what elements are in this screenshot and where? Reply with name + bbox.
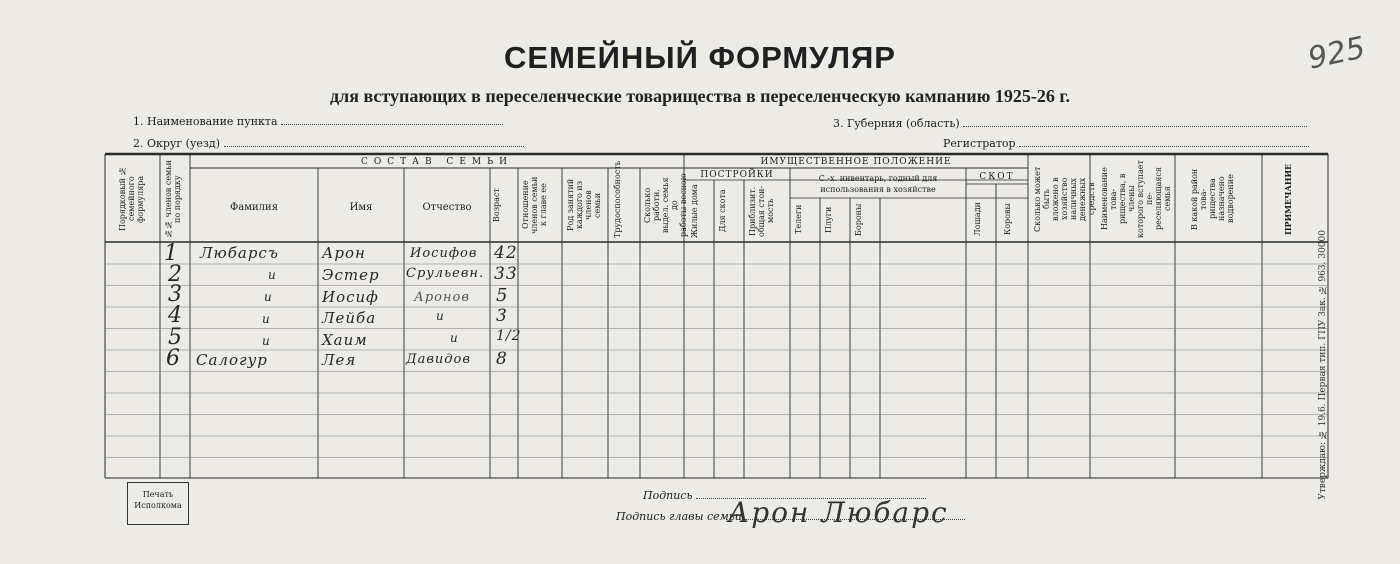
header-imush-polozhenie: ИМУЩЕСТВЕННОЕ ПОЛОЖЕНИЕ bbox=[760, 157, 952, 167]
row-num: 3 bbox=[168, 282, 183, 307]
field-punkt-label: 1. Наименование пункта bbox=[133, 115, 278, 128]
row-num: 1 bbox=[164, 241, 179, 266]
header-skot: СКОТ bbox=[979, 172, 1015, 182]
row-num: 6 bbox=[166, 346, 181, 371]
header-skolko-vlozheno: Сколько может быть вложено в хозяйство наличных денежных средств bbox=[1033, 166, 1096, 232]
header-imya: Имя bbox=[349, 202, 373, 213]
field-registrator-label: Регистратор bbox=[943, 137, 1016, 150]
row-otchestvo: Срульевн. bbox=[406, 266, 485, 281]
row-imya: Лея bbox=[322, 351, 357, 369]
form-title: СЕМЕЙНЫЙ ФОРМУЛЯР bbox=[504, 40, 896, 75]
header-v-kakoy-rayon: В какой район това- рищества назначено водворение bbox=[1190, 168, 1235, 230]
row-familiya: и bbox=[268, 268, 277, 282]
row-familiya: и bbox=[262, 312, 271, 326]
header-primechanie: ПРИМЕЧАНИЕ bbox=[1283, 163, 1293, 235]
row-otchestvo: и bbox=[436, 309, 445, 323]
row-vozrast: 5 bbox=[496, 285, 509, 306]
field-okrug-label: 2. Округ (уезд) bbox=[133, 137, 220, 150]
row-imya: Иосиф bbox=[322, 288, 379, 306]
row-otchestvo: Иосифов bbox=[410, 246, 478, 261]
header-dlya-skota: Для скота bbox=[718, 189, 727, 233]
row-vozrast: 33 bbox=[494, 264, 518, 284]
header-plugi: Плуги bbox=[824, 206, 833, 233]
header-priblizit: Приблизит. общая стои- мость bbox=[748, 185, 775, 237]
archive-number: 925 bbox=[1304, 30, 1369, 77]
row-familiya: и bbox=[264, 290, 273, 304]
header-telegi: Телеги bbox=[794, 204, 803, 235]
row-imya: Лейба bbox=[322, 309, 377, 327]
header-familiya: Фамилия bbox=[229, 202, 279, 213]
header-loshadi: Лошади bbox=[973, 202, 982, 237]
field-guberniya-label: 3. Губерния (область) bbox=[833, 117, 960, 130]
header-zhilye-doma: Жилые дома bbox=[690, 184, 699, 238]
row-otchestvo: Аронов bbox=[414, 290, 470, 305]
podpis-label: Подпись bbox=[643, 489, 693, 502]
row-imya: Хаим bbox=[322, 331, 368, 349]
header-poryadkovy: Порядковый № семейного формуляра bbox=[118, 166, 145, 232]
signature: Арон Любарс bbox=[728, 496, 949, 529]
row-num: 4 bbox=[168, 303, 183, 328]
row-otchestvo: и bbox=[450, 331, 459, 345]
header-rod-zanyatiy: Род занятий каждого из членов семьи bbox=[566, 178, 602, 232]
row-familiya: Салогур bbox=[196, 351, 268, 369]
row-imya: Эстер bbox=[322, 266, 380, 284]
row-familiya: Любарсъ bbox=[200, 244, 279, 262]
row-num: 5 bbox=[168, 325, 183, 350]
stamp-box bbox=[127, 482, 189, 525]
row-vozrast: 8 bbox=[496, 349, 508, 369]
header-borony: Бороны bbox=[854, 203, 863, 236]
row-vozrast: 1/2 bbox=[496, 328, 522, 344]
row-vozrast: 3 bbox=[496, 306, 508, 326]
form-subtitle: для вступающих в переселенческие товарищества в переселенческую кампанию 1925-26 г. bbox=[330, 86, 1070, 106]
header-postroyki: ПОСТРОЙКИ bbox=[700, 170, 774, 180]
header-otchestvo: Отчество bbox=[422, 202, 472, 213]
row-imya: Арон bbox=[322, 244, 366, 262]
header-trudosposobnost: Трудоспособность bbox=[613, 160, 622, 238]
podpis-glavy-label: Подпись главы семьи bbox=[616, 510, 742, 523]
row-familiya: и bbox=[262, 334, 271, 348]
header-korovy: Коровы bbox=[1003, 203, 1012, 236]
header-skolko-rabotn: Сколько работн. выдел. семья до работы весною bbox=[643, 173, 688, 237]
header-otnoshenie: Отношение членов семьи к главе ее bbox=[521, 176, 548, 234]
side-print: Утверждаю: № 19.6. Первая тип. ГПУ Зак. № 963. 30000 bbox=[1318, 230, 1328, 500]
stamp-label: Печать Исполкома bbox=[134, 490, 182, 510]
header-naimenovanie-tov: Наименование това- рищества, в члены которого вступает пе- реселяющаяся семья bbox=[1100, 160, 1172, 238]
header-inventar: С.-х. инвентарь, годный для использования в хозяйстве bbox=[818, 174, 938, 194]
header-sostav-semyi: СОСТАВ СЕМЬИ bbox=[360, 157, 514, 167]
header-vozrast: Возраст bbox=[492, 188, 501, 222]
row-otchestvo: Давидов bbox=[406, 352, 471, 367]
header-nn-chlenov: №№ членов семьи по порядку bbox=[164, 160, 182, 238]
row-num: 2 bbox=[168, 262, 183, 287]
row-vozrast: 42 bbox=[494, 243, 518, 263]
